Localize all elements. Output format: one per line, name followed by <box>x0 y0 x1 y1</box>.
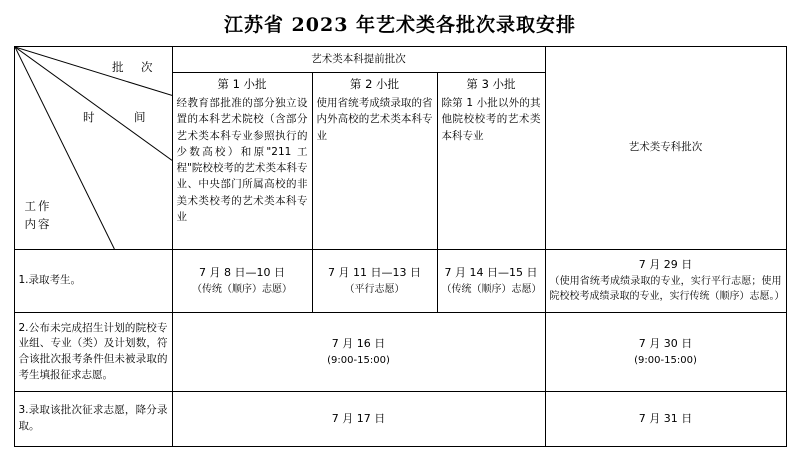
table-header-row-group <box>14 47 786 73</box>
row-2-merged-cell <box>172 313 545 392</box>
axis-label-shijian: 时 间 <box>83 110 160 124</box>
row-1-col-1-date: 7 月 8 日—10 日 <box>199 266 285 280</box>
row-1-col-4-date: 7 月 29 日 <box>638 258 693 272</box>
axis-label-pici: 批 次 <box>112 60 156 74</box>
admission-schedule-table <box>14 46 787 447</box>
subbatch-1-title: 第 1 小批 <box>217 76 267 91</box>
subbatch-col-1 <box>172 72 312 249</box>
row-2-merged-time: (9:00-15:00) <box>327 354 390 366</box>
row-1-col-4-note: （使用省统考成绩录取的专业，实行平行志愿；使用院校校考成绩录取的专业，实行传统（顺序）志愿。） <box>549 275 785 303</box>
axis-label-gongzuo: 工作 <box>24 198 52 213</box>
row-1-col-4 <box>545 250 786 313</box>
row-3-col-4-date: 7 月 31 日 <box>638 411 693 425</box>
subbatch-2-title: 第 2 小批 <box>349 76 400 91</box>
row-3-label: 3.录取该批次征求志愿，降分录取。 <box>14 392 172 447</box>
row-1-col-2-note: （平行志愿） <box>344 283 405 295</box>
table-row <box>14 250 786 313</box>
row-2-col-4 <box>545 313 786 392</box>
row-3-merged-cell <box>172 392 545 447</box>
row-1-col-1-note: （传统（顺序）志愿） <box>192 283 292 295</box>
row-3-col-4 <box>545 392 786 447</box>
row-1-col-2-date: 7 月 11 日—13 日 <box>328 266 421 280</box>
row-2-col-4-date: 7 月 30 日 <box>638 337 693 351</box>
subbatch-3-title: 第 3 小批 <box>466 76 516 91</box>
group-header-benke: 艺术类本科提前批次 <box>172 47 545 73</box>
subbatch-3-desc: 除第 1 小批以外的其他院校校考的艺术类本科专业 <box>441 97 541 142</box>
row-1-col-2 <box>312 250 437 313</box>
table-row <box>14 392 786 447</box>
axis-label-neirong: 内容 <box>24 216 52 231</box>
row-2-merged-date: 7 月 16 日 <box>331 337 386 351</box>
subbatch-col-3 <box>437 72 545 249</box>
subbatch-2-desc: 使用省统考成绩录取的省内外高校的艺术类本科专业 <box>316 97 433 142</box>
row-1-col-3-note: （传统（顺序）志愿） <box>441 283 542 295</box>
row-1-col-3-date: 7 月 14 日—15 日 <box>444 266 538 280</box>
row-2-col-4-time: (9:00-15:00) <box>634 354 697 366</box>
row-2-label: 2.公布未完成招生计划的院校专业组、专业（类）及计划数，符合该批次报考条件但未被录取的考生填报征求志愿。 <box>14 313 172 392</box>
row-1-col-3 <box>437 250 545 313</box>
page-title: 江苏省 2023 年艺术类各批次录取安排 <box>223 14 577 36</box>
group-header-zhuanke: 艺术类专科批次 <box>545 47 786 250</box>
subbatch-1-desc: 经教育部批准的部分独立设置的本科艺术院校（含部分艺术类本科专业参照执行的少数高校）和原"211 工程"院校校考的艺术类本科专业、中央部门所属高校的非美术类校考的艺术类本科专业 <box>176 97 308 223</box>
table-row <box>14 313 786 392</box>
axis-corner-cell <box>14 47 172 250</box>
subbatch-col-2 <box>312 72 437 249</box>
row-1-col-1 <box>172 250 312 313</box>
row-3-merged-date: 7 月 17 日 <box>331 411 386 425</box>
row-1-label: 1.录取考生。 <box>14 250 172 313</box>
